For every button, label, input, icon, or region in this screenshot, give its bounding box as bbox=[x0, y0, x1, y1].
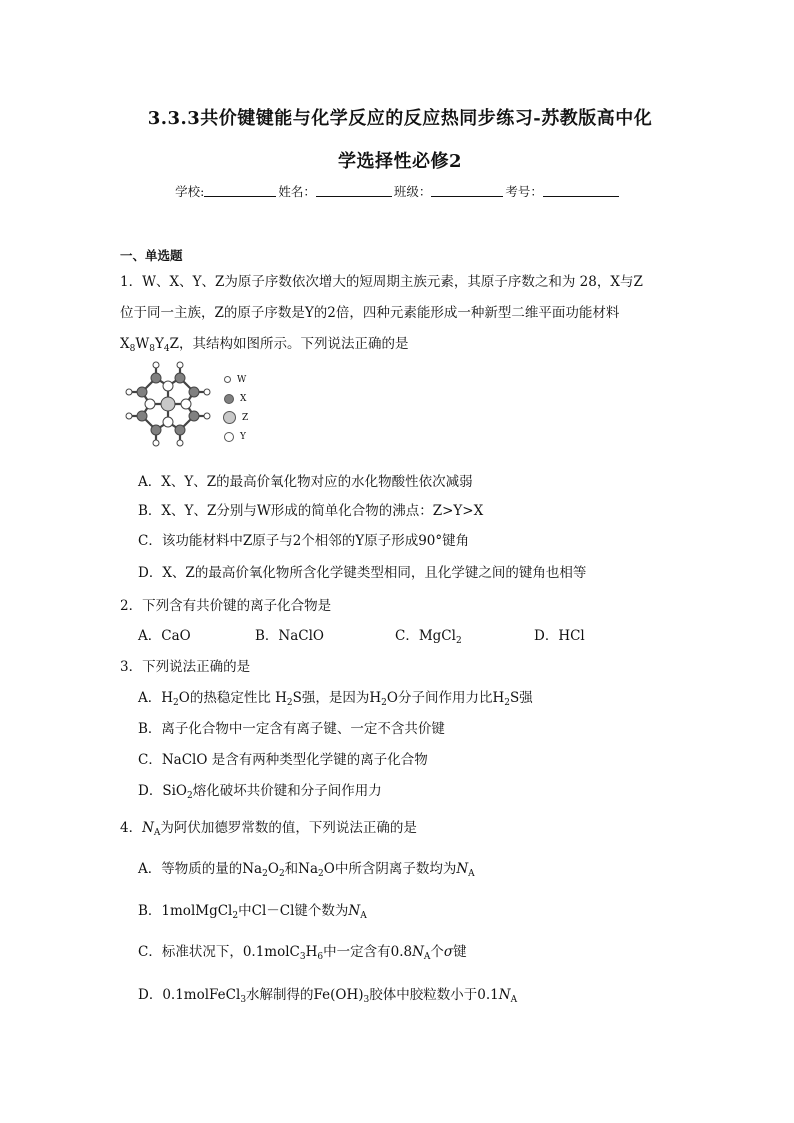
class-blank[interactable] bbox=[431, 184, 503, 197]
student-info-row bbox=[0, 182, 794, 200]
legend-y: Y bbox=[224, 427, 248, 446]
q2-option-b[interactable]: B．NaClO bbox=[255, 628, 324, 644]
q1-stem-line3: $X_8W_8Y_4Z$，其结构如图所示。下列说法正确的是 bbox=[120, 336, 409, 354]
q1-option-a[interactable]: A．X、Y、Z的最高价氧化物对应的水化物酸性依次减弱 bbox=[138, 474, 473, 490]
q4-option-d[interactable]: D．0.1molFeCl$_3$水解制得的$Fe(OH)_3$胶体中胶粒数小于$0.1N_A$ bbox=[138, 987, 518, 1005]
q2-stem: 2．下列含有共价键的离子化合物是 bbox=[120, 598, 332, 614]
q4-stem: 4．$N_A$为阿伏加德罗常数的值，下列说法正确的是 bbox=[120, 820, 417, 838]
q4-option-b[interactable]: B．1molMgCl$_2$中Cl－Cl键个数为$N_A$ bbox=[138, 903, 367, 921]
q1-option-d[interactable]: D．X、Z的最高价氧化物所含化学键类型相同，且化学键之间的键角也相等 bbox=[138, 565, 587, 581]
exam-no-blank[interactable] bbox=[543, 184, 619, 197]
name-blank[interactable] bbox=[316, 184, 392, 197]
name-label: 姓名： bbox=[278, 184, 316, 199]
q1-option-b[interactable]: B．X、Y、Z分别与W形成的简单化合物的沸点：Z>Y>X bbox=[138, 503, 484, 519]
school-blank[interactable] bbox=[204, 184, 276, 197]
legend-w: W bbox=[224, 370, 248, 389]
q2-option-c[interactable]: C．MgCl$_2$ bbox=[395, 628, 462, 646]
q2-option-a[interactable]: A．CaO bbox=[138, 628, 191, 644]
q3-stem: 3．下列说法正确的是 bbox=[120, 659, 251, 675]
class-label: 班级： bbox=[393, 184, 432, 199]
q1-option-c[interactable]: C．该功能材料中Z原子与2个相邻的Y原子形成90°键角 bbox=[138, 533, 470, 549]
section-heading: 一、单选题 bbox=[120, 248, 183, 263]
page-title-line1: 3.3.3共价键键能与化学反应的反应热同步练习-苏教版高中化 bbox=[147, 108, 653, 129]
q3-option-a[interactable]: A．$H_2O$的热稳定性比 $H_2S$强，是因为$H_2O$分子间作用力比$H_2S$强 bbox=[138, 690, 533, 708]
q4-option-c[interactable]: C．标准状况下，$0.1molC_3H_6$中一定含有$0.8N_A$个σ键 bbox=[138, 944, 467, 962]
q1-stem-line2: 位于同一主族，Z的原子序数是Y的2倍，四种元素能形成一种新型二维平面功能材料 bbox=[120, 305, 620, 321]
page-title-line2: 学选择性必修2 bbox=[337, 151, 463, 172]
structure-legend bbox=[224, 370, 248, 446]
q4-option-a[interactable]: A．等物质的量的$Na_2O_2$和$Na_2O$中所含阴离子数均为$N_A$ bbox=[138, 861, 475, 879]
q2-option-d[interactable]: D．HCl bbox=[534, 628, 585, 644]
q3-option-c[interactable]: C．NaClO 是含有两种类型化学键的离子化合物 bbox=[138, 752, 428, 768]
q1-stem-line1: 1．W、X、Y、Z为原子序数依次增大的短周期主族元素，其原子序数之和为 28，X与Z bbox=[120, 274, 643, 290]
q3-option-d[interactable]: D．SiO$_2$熔化破坏共价键和分子间作用力 bbox=[138, 783, 382, 801]
q3-option-b[interactable]: B．离子化合物中一定含有离子键、一定不含共价键 bbox=[138, 721, 445, 737]
exam-no-label: 考号： bbox=[505, 184, 543, 199]
school-label: 学校: bbox=[175, 184, 205, 199]
crystal-structure-figure bbox=[118, 356, 218, 452]
legend-z: Z bbox=[224, 408, 248, 427]
legend-x: X bbox=[224, 389, 248, 408]
